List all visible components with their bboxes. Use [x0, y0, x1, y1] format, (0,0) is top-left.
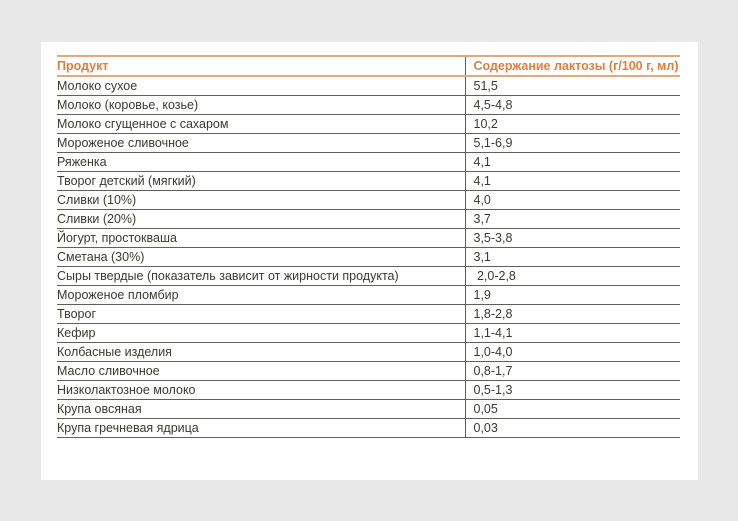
value-cell: 1,0-4,0: [465, 342, 680, 361]
product-cell: Крупа овсяная: [57, 399, 465, 418]
value-cell: 4,1: [465, 171, 680, 190]
product-cell: Молоко (коровье, козье): [57, 95, 465, 114]
table-row: [57, 361, 680, 380]
product-cell: Йогурт, простокваша: [57, 228, 465, 247]
table-row: [57, 399, 680, 418]
table-row: [57, 209, 680, 228]
product-cell: Крупа гречневая ядрица: [57, 418, 465, 437]
value-cell: 4,5-4,8: [465, 95, 680, 114]
table-row: [57, 323, 680, 342]
table-row: [57, 342, 680, 361]
value-cell: 1,1-4,1: [465, 323, 680, 342]
table-header: [57, 56, 680, 76]
value-cell: 51,5: [465, 76, 680, 95]
product-cell: Мороженое пломбир: [57, 285, 465, 304]
value-cell: 1,9: [465, 285, 680, 304]
value-cell: 10,2: [465, 114, 680, 133]
product-cell: Ряженка: [57, 152, 465, 171]
product-cell: Сметана (30%): [57, 247, 465, 266]
table-row: [57, 190, 680, 209]
value-cell: 4,0: [465, 190, 680, 209]
column-header-lactose-content: Содержание лактозы (г/100 г, мл): [465, 56, 680, 76]
value-cell: 2,0-2,8: [465, 266, 680, 285]
value-cell: 0,05: [465, 399, 680, 418]
product-cell: Сыры твердые (показатель зависит от жирности продукта): [57, 266, 465, 285]
table-row: [57, 95, 680, 114]
table-row: [57, 76, 680, 95]
value-cell: 1,8-2,8: [465, 304, 680, 323]
value-cell: 3,5-3,8: [465, 228, 680, 247]
table-row: [57, 171, 680, 190]
product-cell: Мороженое сливочное: [57, 133, 465, 152]
table-body: [57, 76, 680, 437]
product-cell: Кефир: [57, 323, 465, 342]
table-wrapper: [41, 42, 698, 438]
table-row: [57, 380, 680, 399]
table-row: [57, 304, 680, 323]
table-row: [57, 247, 680, 266]
table-row: [57, 266, 680, 285]
value-cell: 5,1-6,9: [465, 133, 680, 152]
product-cell: Низколактозное молоко: [57, 380, 465, 399]
table-row: [57, 285, 680, 304]
column-header-product: Продукт: [57, 56, 465, 76]
table-row: [57, 114, 680, 133]
table-row: [57, 133, 680, 152]
header-row: [57, 56, 680, 76]
product-cell: Масло сливочное: [57, 361, 465, 380]
product-cell: Сливки (20%): [57, 209, 465, 228]
table-row: [57, 228, 680, 247]
value-cell: 4,1: [465, 152, 680, 171]
value-cell: 0,03: [465, 418, 680, 437]
table-row: [57, 152, 680, 171]
lactose-content-table: [57, 55, 680, 438]
value-cell: 3,7: [465, 209, 680, 228]
product-cell: Сливки (10%): [57, 190, 465, 209]
product-cell: Творог: [57, 304, 465, 323]
value-cell: 3,1: [465, 247, 680, 266]
product-cell: Творог детский (мягкий): [57, 171, 465, 190]
table-card: [41, 42, 698, 480]
value-cell: 0,8-1,7: [465, 361, 680, 380]
value-cell: 0,5-1,3: [465, 380, 680, 399]
product-cell: Молоко сухое: [57, 76, 465, 95]
product-cell: Молоко сгущенное с сахаром: [57, 114, 465, 133]
table-row: [57, 418, 680, 437]
product-cell: Колбасные изделия: [57, 342, 465, 361]
